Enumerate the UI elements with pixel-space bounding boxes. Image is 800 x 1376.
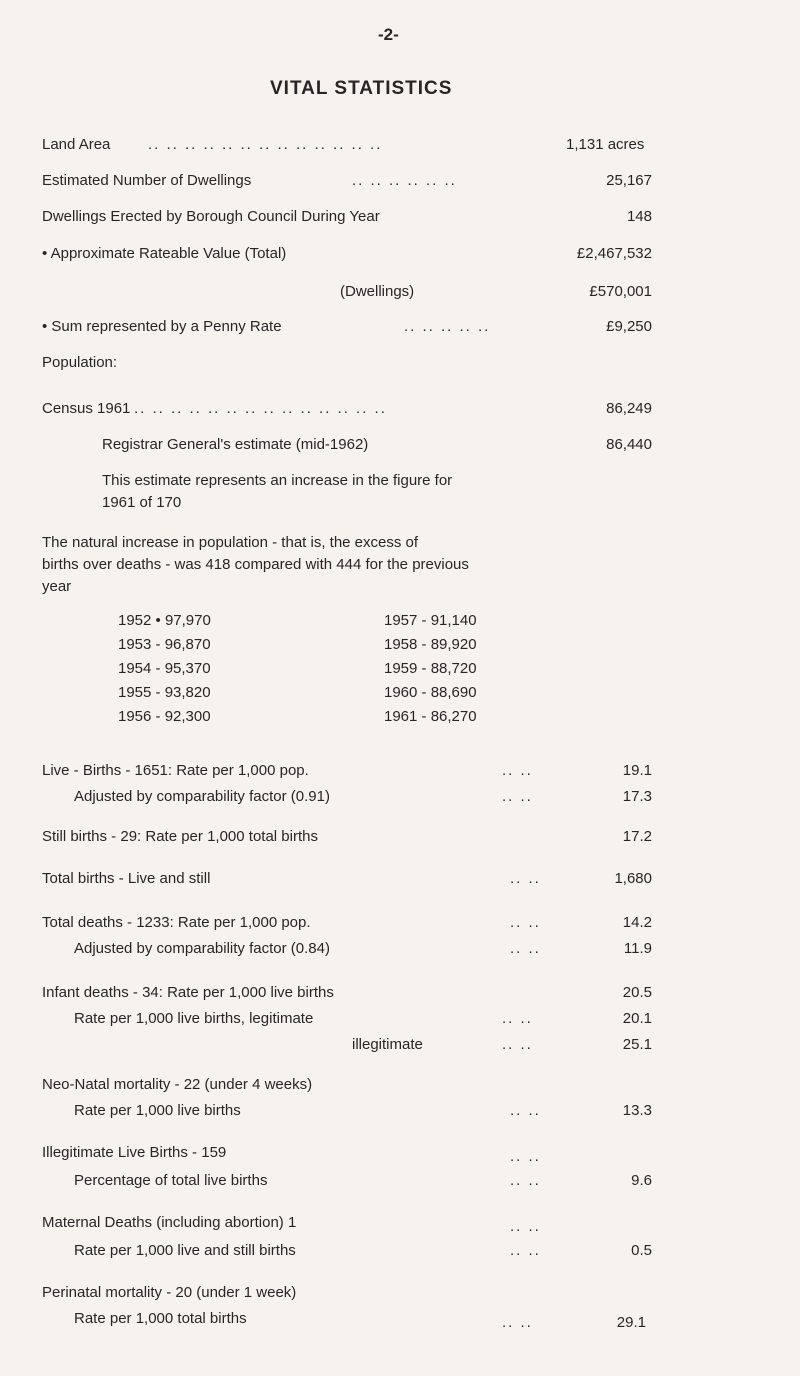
estimate-note-line1: This estimate represents an increase in the figure for: [102, 472, 453, 489]
live-births-label: Live - Births - 1651: Rate per 1,000 pop.: [42, 762, 309, 779]
neonatal-sublabel: Rate per 1,000 live births: [74, 1102, 241, 1119]
population-year-1953: 1953 - 96,870: [118, 636, 211, 653]
infant-deaths-label: Infant deaths - 34: Rate per 1,000 live births: [42, 984, 334, 1001]
infant-legit-label: Rate per 1,000 live births, legitimate: [74, 1010, 314, 1027]
perinatal-sublabel: Rate per 1,000 total births: [74, 1310, 247, 1327]
deaths-adjusted-value: 11.9: [623, 940, 652, 957]
dwellings-dots: .. .. .. .. .. ..: [352, 172, 457, 189]
illegit-births-sublabel: Percentage of total live births: [74, 1172, 268, 1189]
rateable-dwellings-value: £570,001: [589, 283, 652, 300]
illegit-births-value: 9.6: [631, 1172, 652, 1189]
live-adjusted-value: 17.3: [622, 788, 652, 805]
maternal-dots-1: .. ..: [510, 1218, 541, 1235]
neonatal-value: 13.3: [622, 1102, 652, 1119]
population-year-1959: 1959 - 88,720: [384, 660, 477, 677]
page-number: -2-: [378, 25, 399, 44]
perinatal-dots: .. ..: [502, 1314, 533, 1331]
dwellings-label: Estimated Number of Dwellings: [42, 172, 252, 189]
total-deaths-dots: .. ..: [510, 914, 541, 931]
illegit-births-label: Illegitimate Live Births - 159: [42, 1144, 227, 1161]
natural-increase-line2: births over deaths - was 418 compared with 444 for the previous: [42, 556, 469, 573]
illegit-births-dots-1: .. ..: [510, 1148, 541, 1165]
population-year-1955: 1955 - 93,820: [118, 684, 211, 701]
illegit-births-dots-2: .. ..: [510, 1172, 541, 1189]
perinatal-label: Perinatal mortality - 20 (under 1 week): [42, 1284, 297, 1301]
census-value: 86,249: [606, 400, 652, 417]
infant-illegit-dots: .. ..: [502, 1036, 533, 1053]
population-year-1956: 1956 - 92,300: [118, 708, 211, 725]
maternal-dots-2: .. ..: [510, 1242, 541, 1259]
live-adjusted-dots: .. ..: [502, 788, 533, 805]
deaths-adjusted-label: Adjusted by comparability factor (0.84): [74, 940, 330, 957]
rateable-total-value: £2,467,532: [576, 245, 652, 262]
population-year-1954: 1954 - 95,370: [118, 660, 211, 677]
infant-legit-value: 20.1: [622, 1010, 652, 1027]
dwellings-value: 25,167: [606, 172, 652, 189]
live-births-value: 19.1: [622, 762, 652, 779]
total-births-value: 1,680: [614, 870, 652, 887]
still-births-value: 17.2: [622, 828, 652, 845]
estimate-note-line2: 1961 of 170: [102, 494, 182, 511]
infant-legit-dots: .. ..: [502, 1010, 533, 1027]
registrar-value: 86,440: [606, 436, 652, 453]
population-year-1960: 1960 - 88,690: [384, 684, 477, 701]
still-births-label: Still births - 29: Rate per 1,000 total births: [42, 828, 318, 845]
total-births-dots: .. ..: [510, 870, 541, 887]
live-adjusted-label: Adjusted by comparability factor (0.91): [74, 788, 330, 805]
erected-value: 148: [626, 208, 652, 225]
total-births-label: Total births - Live and still: [42, 870, 211, 887]
penny-rate-label: • Sum represented by a Penny Rate: [42, 318, 282, 335]
page-title: VITAL STATISTICS: [270, 78, 453, 99]
rateable-dwellings-label: (Dwellings): [340, 283, 415, 300]
maternal-value: 0.5: [631, 1242, 652, 1259]
total-deaths-label: Total deaths - 1233: Rate per 1,000 pop.: [42, 914, 311, 931]
population-year-1961: 1961 - 86,270: [384, 708, 477, 725]
total-deaths-value: 14.2: [622, 914, 652, 931]
maternal-sublabel: Rate per 1,000 live and still births: [74, 1242, 296, 1259]
census-label: Census 1961: [42, 400, 131, 417]
natural-increase-line1: The natural increase in population - that is, the excess of: [42, 534, 419, 551]
perinatal-value: 29.1: [616, 1314, 646, 1331]
erected-label: Dwellings Erected by Borough Council During Year: [42, 208, 380, 225]
census-dots: .. .. .. .. .. .. .. .. .. .. .. .. .. ..: [134, 400, 387, 417]
land-area-dots: .. .. .. .. .. .. .. .. .. .. .. .. ..: [148, 136, 383, 153]
infant-illegit-value: 25.1: [622, 1036, 652, 1053]
infant-illegit-label: illegitimate: [352, 1036, 423, 1053]
registrar-label: Registrar General's estimate (mid-1962): [102, 436, 369, 453]
neonatal-label: Neo-Natal mortality - 22 (under 4 weeks): [42, 1076, 313, 1093]
population-year-1958: 1958 - 89,920: [384, 636, 477, 653]
land-area-value: 1,131 acres: [566, 136, 645, 153]
penny-rate-value: £9,250: [606, 318, 652, 335]
penny-rate-dots: .. .. .. .. ..: [404, 318, 491, 335]
land-area-label: Land Area: [42, 136, 111, 153]
live-births-dots: .. ..: [502, 762, 533, 779]
population-year-1957: 1957 - 91,140: [384, 612, 477, 629]
population-year-1952: 1952 • 97,970: [118, 612, 211, 629]
infant-deaths-value: 20.5: [622, 984, 652, 1001]
neonatal-dots: .. ..: [510, 1102, 541, 1119]
deaths-adjusted-dots: .. ..: [510, 940, 541, 957]
maternal-label: Maternal Deaths (including abortion) 1: [42, 1214, 297, 1231]
rateable-total-label: • Approximate Rateable Value (Total): [42, 245, 287, 262]
natural-increase-line3: year: [42, 578, 72, 595]
population-heading: Population:: [42, 354, 118, 371]
